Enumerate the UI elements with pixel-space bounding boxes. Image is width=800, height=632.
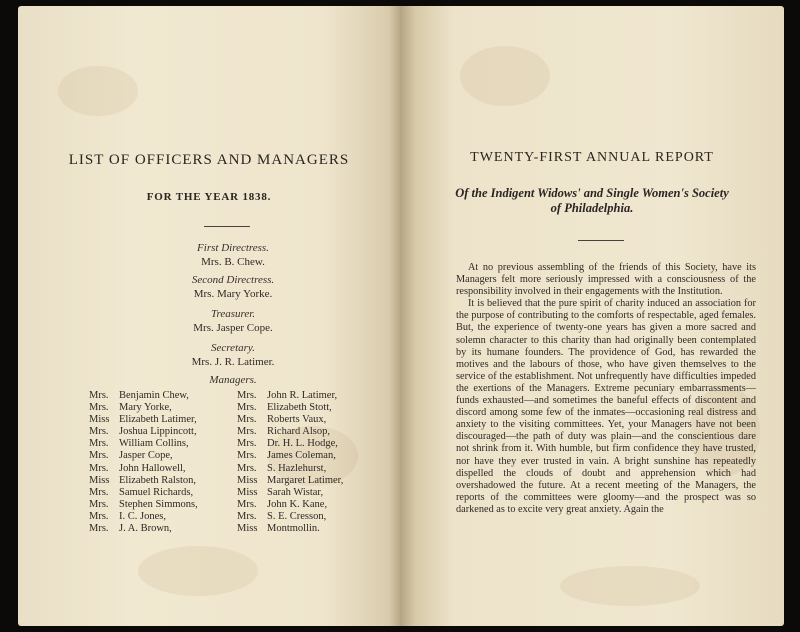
manager-entry: Mrs. John R. Latimer, <box>237 390 338 401</box>
manager-entry: Mrs. Roberts Vaux, <box>237 414 327 426</box>
manager-entry: Mrs. J. A. Brown, <box>89 523 172 535</box>
treasurer-name: Mrs. Jasper Cope. <box>193 322 273 334</box>
right-page <box>400 6 784 626</box>
manager-entry: Miss Sarah Wistar, <box>237 486 324 498</box>
paper-stain <box>138 546 258 596</box>
manager-entry: Miss Elizabeth Latimer, <box>89 414 197 426</box>
managers-column-right <box>237 390 343 535</box>
manager-entry: Miss Margaret Latimer, <box>237 474 344 486</box>
officers-list-title: LIST OF OFFICERS AND MANAGERS <box>68 152 350 168</box>
manager-entry: Mrs. Stephen Simmons, <box>89 498 198 510</box>
report-subtitle <box>420 186 764 216</box>
paper-stain <box>560 566 700 606</box>
manager-entry: Mrs. John K. Kane, <box>237 498 328 510</box>
managers-label: Managers. <box>209 374 257 386</box>
manager-entry: Mrs. Richard Alsop, <box>237 426 330 438</box>
report-subtitle-line2: of Philadelphia. <box>550 201 634 215</box>
paper-stain <box>58 66 138 116</box>
manager-entry: Mrs. James Coleman, <box>237 450 336 462</box>
manager-entry: Mrs. S. E. Cresson, <box>237 510 327 522</box>
report-title: TWENTY-FIRST ANNUAL REPORT <box>470 150 714 165</box>
manager-entry: Mrs. Samuel Richards, <box>89 486 194 498</box>
treasurer-label: Treasurer. <box>210 308 256 320</box>
officers-list-year: FOR THE YEAR 1838. <box>146 191 272 203</box>
manager-entry: Mrs. Benjamin Chew, <box>89 390 189 401</box>
manager-entry: Mrs. S. Hazlehurst, <box>237 462 327 474</box>
divider-rule <box>204 226 250 227</box>
report-subtitle-line1: Of the Indigent Widows' and Single Women's Society <box>455 186 729 200</box>
manager-entry: Mrs. Dr. H. L. Hodge, <box>237 438 338 450</box>
first-directress-name: Mrs. B. Chew. <box>201 256 265 268</box>
manager-entry: Mrs. I. C. Jones, <box>89 510 166 522</box>
scan-border <box>784 0 800 632</box>
second-directress-label: Second Directress. <box>191 274 275 286</box>
paper-stain <box>460 46 550 106</box>
left-page <box>18 6 400 626</box>
first-directress-label: First Directress. <box>197 242 269 254</box>
manager-entry: Mrs. William Collins, <box>89 438 189 450</box>
report-body <box>456 262 756 516</box>
manager-entry: Mrs. Jasper Cope, <box>89 450 173 462</box>
manager-entry: Mrs. John Hallowell, <box>89 462 186 474</box>
manager-entry: Mrs. Mary Yorke, <box>89 402 172 414</box>
second-directress-name: Mrs. Mary Yorke. <box>193 288 273 300</box>
secretary-name: Mrs. J. R. Latimer. <box>191 356 275 368</box>
report-paragraph-2: It is believed that the pure spirit of charity induced an association for the purpose of contributing to the comforts of respectable, aged females. But, the experience of twenty-one years has given a more sacred and solemn character to this charity than had originally been contemplated by its humane founders. The providence of God, has rewarded the motives and the labours of those, who have given themselves to the service of the establishment. Not unfrequently have difficulties impeded the exertions of the Managers. Extreme pecuniary embarrassments—funds exhausted—and sometimes the baneful effects of discontent and discord among some few of the inmates—occasioning real distress and anxiety to the visiting committees. Yet, your Managers have not been discouraged—the path of duty was plain—and the conscientious dare not shrink from it. With humble, but firm confidence they have trusted, nor have they ever trusted in vain. A bright sunshine has repeatedly dispelled the clouds of doubt and apprehension which had overshadowed the future. At a recent meeting of the Managers, the reports of the committees were gloomy—and the prospect was so darkened as to excite very great anxiety. Again the <box>456 298 756 515</box>
report-paragraph-1: At no previous assembling of the friends of this Society, have its Managers felt more seriously impressed with a consciousness of the responsibility involved in their engagements with the Institution. <box>456 262 756 298</box>
secretary-label: Secretary. <box>211 342 255 354</box>
manager-entry: Miss Elizabeth Ralston, <box>89 474 196 486</box>
manager-entry: Mrs. Elizabeth Stott, <box>237 402 332 414</box>
managers-column-left <box>89 390 198 535</box>
manager-entry: Miss Montmollin. <box>237 523 320 535</box>
manager-entry: Mrs. Joshua Lippincott, <box>89 426 197 438</box>
divider-rule <box>578 240 624 241</box>
